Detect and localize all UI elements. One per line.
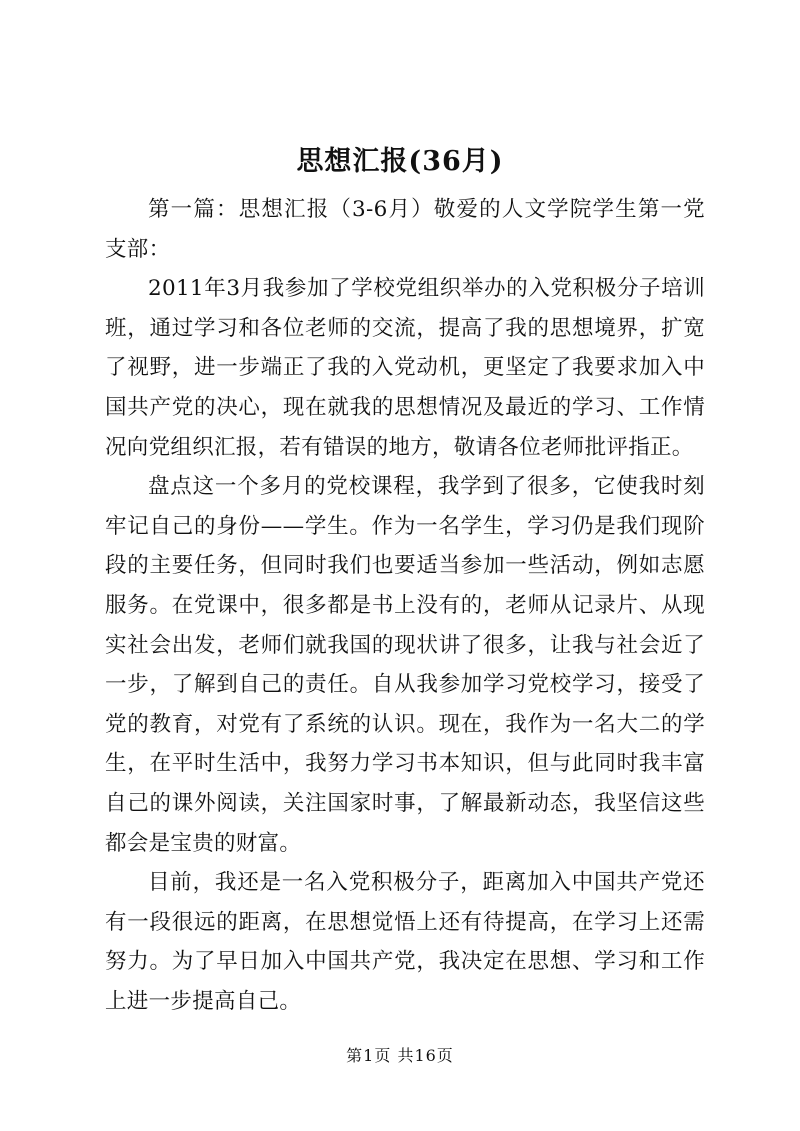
paragraph-2: 2011年3月我参加了学校党组织举办的入党积极分子培训班，通过学习和各位老师的交流，提高了我的思想境界，扩宽了视野，进一步端正了我的入党动机，更坚定了我要求加入中国共产党的决心，现在就我的思想情况及最近的学习、工作情况向党组织汇报，若有错误的地方，敬请各位老师批评指正。 xyxy=(105,276,705,460)
paragraph-3: 盘点这一个多月的党校课程，我学到了很多，它使我时刻牢记自己的身份——学生。作为一名学生，学习仍是我们现阶段的主要任务，但同时我们也要适当参加一些活动，例如志愿服务。在党课中，很多都是书上没有的，老师从记录片、从现实社会出发，老师们就我国的现状讲了很多，让我与社会近了一步，了解到自己的责任。自从我参加学习党校学习，接受了党的教育，对党有了系统的认识。现在，我作为一名大二的学生，在平时生活中，我努力学习书本知识，但与此同时我丰富自己的课外阅读，关注国家时事，了解最新动态，我坚信这些都会是宝贵的财富。 xyxy=(105,474,705,856)
page-number-footer: 第1页 共16页 xyxy=(346,1046,454,1065)
paragraph-4: 目前，我还是一名入党积极分子，距离加入中国共产党还有一段很远的距离，在思想觉悟上还有待提高，在学习上还需努力。为了早日加入中国共产党，我决定在思想、学习和工作上进一步提高自己。 xyxy=(105,870,705,1014)
paragraph-1: 第一篇：思想汇报（3-6月）敬爱的人文学院学生第一党支部： xyxy=(105,197,705,262)
document-body xyxy=(105,190,705,1021)
page-title: 思想汇报(36月) xyxy=(296,146,504,177)
